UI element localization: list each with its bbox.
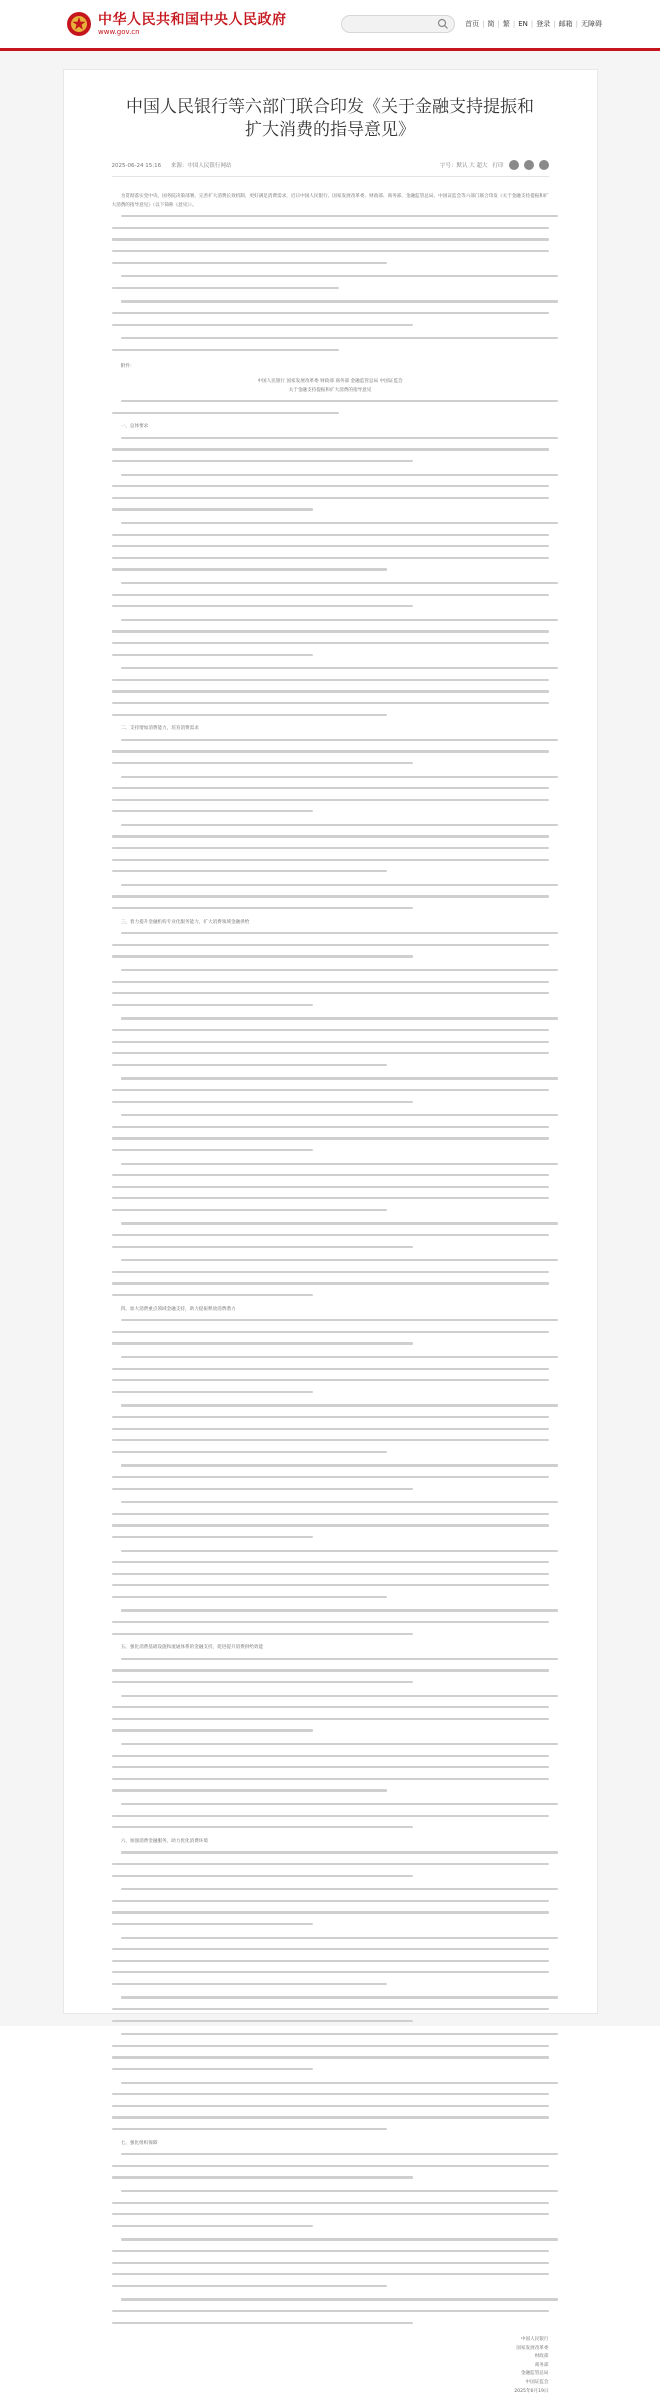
notice-subtitle: 关于金融支持提振和扩大消费的指导意见 bbox=[288, 387, 372, 393]
signature-line: 国家发展改革委 bbox=[516, 2345, 549, 2351]
text-placeholder bbox=[112, 582, 549, 614]
nav-english[interactable]: EN bbox=[518, 20, 528, 28]
site-url: www.gov.cn bbox=[98, 27, 140, 36]
site-name: 中华人民共和国中央人民政府 bbox=[98, 11, 287, 28]
text-placeholder bbox=[112, 1550, 549, 1605]
nav-accessibility[interactable]: 无障碍 bbox=[581, 20, 602, 28]
text-placeholder bbox=[112, 1319, 549, 1351]
national-emblem-icon bbox=[66, 11, 92, 37]
signature-block bbox=[112, 2336, 549, 2396]
text-placeholder bbox=[112, 1937, 549, 1992]
text-placeholder bbox=[112, 2033, 549, 2076]
nav-mail[interactable]: 邮箱 bbox=[558, 20, 573, 28]
text-placeholder bbox=[112, 1356, 549, 1399]
text-placeholder bbox=[112, 2298, 549, 2330]
text-placeholder bbox=[112, 932, 549, 964]
text-placeholder bbox=[112, 437, 549, 469]
text-placeholder bbox=[112, 969, 549, 1012]
publish-date: 2025-06-24 15:16 bbox=[111, 163, 162, 169]
top-bar bbox=[0, 0, 660, 48]
nav-simplified[interactable]: 简 bbox=[487, 20, 495, 28]
text-placeholder bbox=[112, 1163, 549, 1218]
text-placeholder bbox=[112, 2190, 549, 2233]
text-placeholder bbox=[112, 1609, 549, 1641]
signature-line: 财政部 bbox=[534, 2354, 549, 2360]
print-button[interactable]: 打印 bbox=[492, 163, 504, 169]
text-placeholder bbox=[112, 1695, 549, 1738]
text-placeholder bbox=[112, 1464, 549, 1496]
section-heading: 七、强化组织保障 bbox=[120, 2140, 158, 2146]
text-placeholder bbox=[112, 474, 549, 517]
lead-paragraph: 为贯彻落实党中央、国务院决策部署，完善扩大消费长效机制，更好满足消费需求，近日中国人民银行、国家发展改革委、财政部、商务部、金融监管总局、中国证监会等六部门联合印发《关于金融支持提振和扩大消费的指导意见》（以下简称《意见》）。 bbox=[111, 194, 549, 208]
section-heading: 三、着力提升金融机构专业化服务能力，扩大消费领域金融供给 bbox=[120, 919, 250, 925]
signature-date: 2025年6月19日 bbox=[514, 2388, 549, 2394]
text-placeholder bbox=[112, 1404, 549, 1459]
text-placeholder bbox=[112, 1658, 549, 1690]
nav-login[interactable]: 登录 bbox=[536, 20, 551, 28]
text-placeholder bbox=[112, 1114, 549, 1157]
section-heading: 二、支持增加消费能力，培育消费需求 bbox=[120, 726, 199, 732]
text-placeholder bbox=[112, 824, 549, 879]
top-nav: 首页 | 简 | 繁 | EN | 登录 | 邮箱 | 无障碍 bbox=[465, 20, 602, 28]
article-body bbox=[112, 193, 549, 2396]
text-placeholder bbox=[112, 2153, 549, 2185]
search-input[interactable] bbox=[341, 15, 455, 33]
signature-line: 中国证监会 bbox=[525, 2380, 549, 2386]
text-placeholder bbox=[112, 275, 549, 295]
search-icon[interactable] bbox=[437, 18, 449, 30]
text-placeholder bbox=[112, 300, 549, 332]
section-heading: 四、加大消费重点领域金融支持，助力提振释放消费潜力 bbox=[120, 1306, 236, 1312]
text-placeholder bbox=[112, 400, 549, 420]
text-placeholder bbox=[112, 215, 549, 270]
signature-line: 金融监管总局 bbox=[520, 2371, 549, 2377]
text-placeholder bbox=[112, 337, 549, 357]
notice-title: 中国人民银行 国家发展改革委 财政部 商务部 金融监管总局 中国证监会 bbox=[257, 378, 403, 384]
text-placeholder bbox=[112, 1222, 549, 1254]
text-placeholder bbox=[112, 667, 549, 722]
font-size-control[interactable]: 字号：默认 大 超大 bbox=[439, 163, 488, 169]
text-placeholder bbox=[112, 1851, 549, 1883]
text-placeholder bbox=[112, 1803, 549, 1835]
section-heading: 一、总体要求 bbox=[120, 424, 149, 430]
notice-heading: 附件： bbox=[120, 364, 135, 370]
share-wechat-icon[interactable] bbox=[509, 160, 519, 170]
text-placeholder bbox=[112, 1259, 549, 1302]
text-placeholder bbox=[112, 522, 549, 577]
share-qzone-icon[interactable] bbox=[539, 160, 549, 170]
article-meta bbox=[112, 160, 549, 177]
article-card bbox=[63, 69, 598, 2394]
text-placeholder bbox=[112, 1501, 549, 1544]
article-source: 来源：中国人民银行网站 bbox=[170, 163, 232, 169]
signature-line: 中国人民银行 bbox=[520, 2337, 549, 2343]
text-placeholder bbox=[112, 739, 549, 771]
text-placeholder bbox=[112, 619, 549, 662]
text-placeholder bbox=[112, 776, 549, 819]
text-placeholder bbox=[112, 1077, 549, 1109]
text-placeholder bbox=[112, 1888, 549, 1931]
article-title: 中国人民银行等六部门联合印发《关于金融支持提振和扩大消费的指导意见》 bbox=[126, 97, 534, 140]
section-heading: 五、强化消费基础设施和流通体系的金融支持，促进提升消费供给效能 bbox=[120, 1645, 264, 1651]
text-placeholder bbox=[112, 2082, 549, 2137]
text-placeholder bbox=[112, 1017, 549, 1072]
site-logo[interactable] bbox=[66, 11, 287, 37]
nav-traditional[interactable]: 繁 bbox=[502, 20, 510, 28]
section-heading: 六、加强消费金融服务，助力优化消费环境 bbox=[120, 1838, 208, 1844]
signature-line: 商务部 bbox=[534, 2362, 549, 2368]
text-placeholder bbox=[112, 2238, 549, 2293]
nav-home[interactable]: 首页 bbox=[465, 20, 480, 28]
text-placeholder bbox=[112, 884, 549, 916]
text-placeholder bbox=[112, 1996, 549, 2028]
share-weibo-icon[interactable] bbox=[524, 160, 534, 170]
text-placeholder bbox=[112, 1743, 549, 1798]
